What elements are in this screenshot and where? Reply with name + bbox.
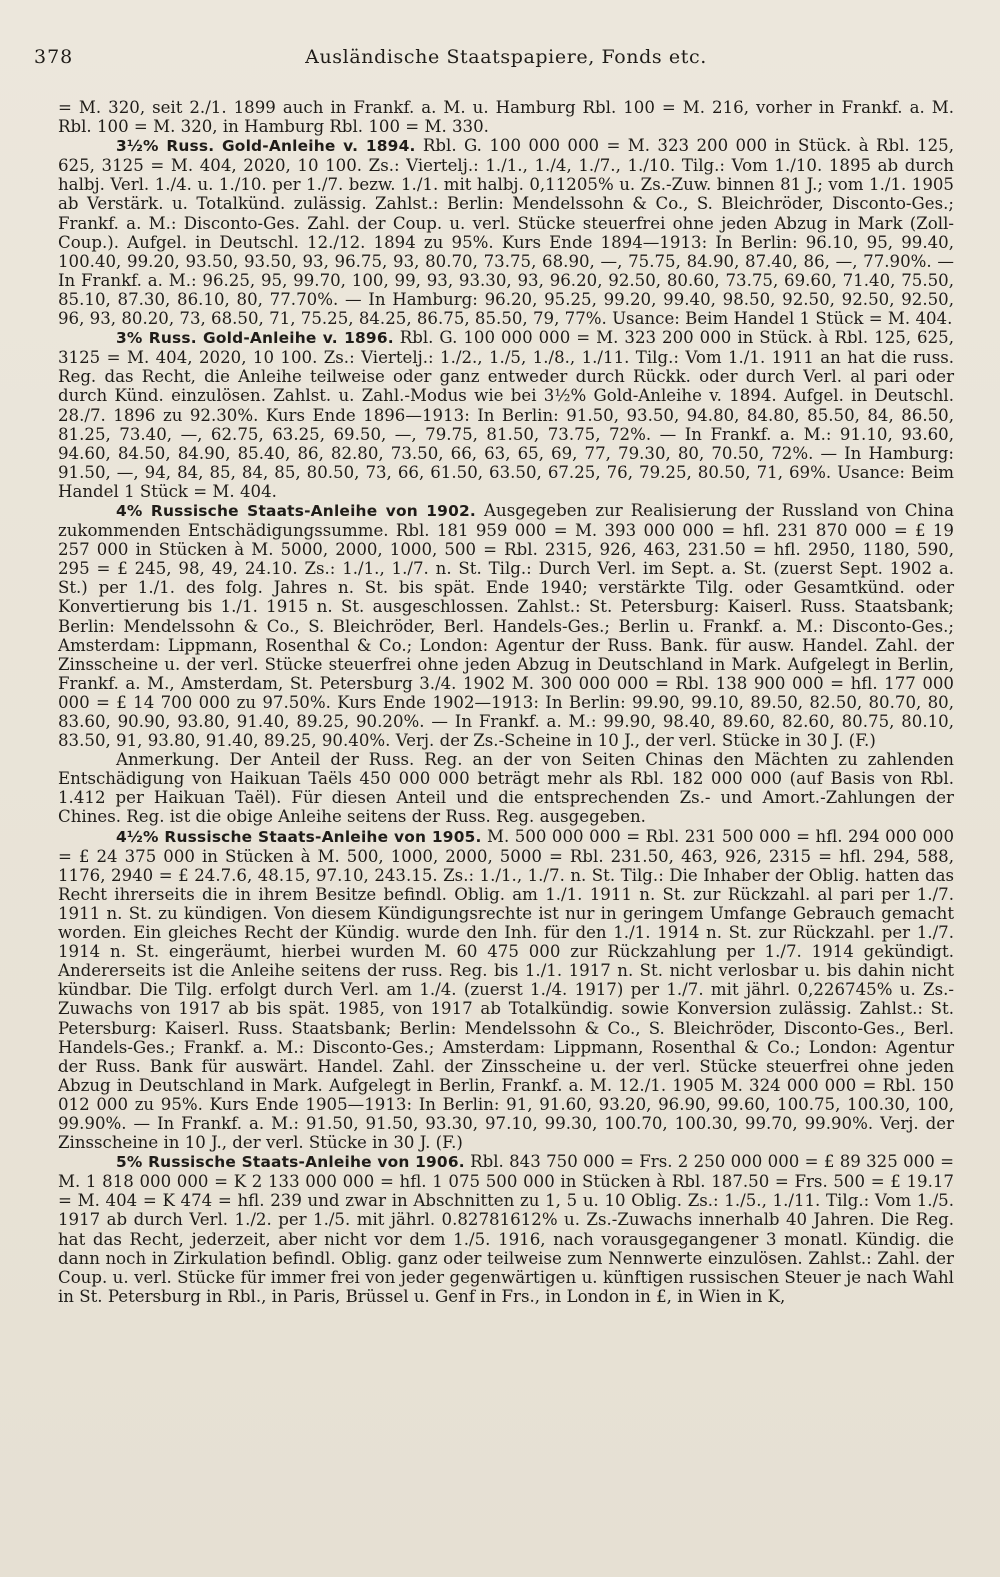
page-number: 378 bbox=[34, 46, 74, 68]
entry-heading: 3½% Russ. Gold-Anleihe v. 1894. bbox=[116, 137, 416, 156]
entry-state-loan-1902 bbox=[58, 501, 954, 750]
entry-heading: 3% Russ. Gold-Anleihe v. 1896. bbox=[116, 329, 394, 348]
entry-text: Rbl. G. 100 000 000 = M. 323 200 000 in Stück. à Rbl. 125, 625, 3125 = M. 404, 2020, 10 100. Zs.: Viertelj.: 1./1., 1./4, 1./7., 1./10. Tilg.: Vom 1./10. 1895 ab durch halbj. Verl. 1./4. u. 1./10. per 1./7. bezw. 1./1. mit halbj. 0,11205% u. Zs.-Zuw. binnen 81 J.; vom 1./1. 1905 ab Verstärk. u. Totalkünd. zulässig. Zahlst.: Berlin: Mendelssohn & Co., S. Bleichröder, Disconto-Ges.; Frankf. a. M.: Disconto-Ges. Zahl. der Coup. u. verl. Stücke steuerfrei ohne jeden Abzug in Mark (Zoll-Coup.). Aufgel. in Deutschl. 12./12. 1894 zu 95%. Kurs Ende 1894—1913: In Berlin: 96.10, 95, 99.40, 100.40, 99.20, 93.50, 93.50, 93, 96.75, 93, 80.70, 73.75, 68.90, —, 75.75, 84.90, 87.40, 86, —, 77.90%. — In Frankf. a. M.: 96.25, 95, 99.70, 100, 99, 93, 93.30, 93, 96.20, 92.50, 80.60, 73.75, 69.60, 71.40, 75.50, 85.10, 87.30, 86.10, 80, 77.70%. — In Hamburg: 96.20, 95.25, 99.20, 99.40, 98.50, 92.50, 92.50, 92.50, 96, 93, 80.20, 73, 68.50, 71, 75.25, 84.25, 86.75, 85.50, 79, 77%. Usance: Beim Handel 1 Stück = M. 404. bbox=[58, 136, 954, 329]
entry-text: Rbl. 843 750 000 = Frs. 2 250 000 000 = £ 89 325 000 = M. 1 818 000 000 = K 2 133 000 000 = hfl. 1 075 500 000 in Stücken à Rbl. 187.50 = Frs. 500 = £ 19.17 = M. 404 = K 474 = hfl. 239 und zwar in Abschnitten zu 1, 5 u. 10 Oblig. Zs.: 1./5., 1./11. Tilg.: Vom 1./5. 1917 ab durch Verl. 1./2. per 1./5. mit jährl. 0.82781612% u. Zs.-Zuwachs innerhalb 40 Jahren. Die Reg. hat das Recht, jederzeit, aber nicht vor dem 1./5. 1916, nach vorausgegangener 3 monatl. Kündig. die dann noch in Zirkulation befindl. Oblig. ganz oder teilweise zum Nennwerte einzulösen. Zahlst.: Zahl. der Coup. u. verl. Stücke für immer frei von jeder gegenwärtigen u. künftigen russischen Steuer je nach Wahl in St. Petersburg in Rbl., in Paris, Brüssel u. Genf in Frs., in London in £, in Wien in K, bbox=[58, 1152, 954, 1306]
entry-heading: 4% Russische Staats-Anleihe von 1902. bbox=[116, 501, 476, 520]
body-text bbox=[58, 98, 954, 1306]
page-header bbox=[34, 40, 954, 70]
paragraph-continuation bbox=[58, 98, 954, 136]
note-text: Anmerkung. Der Anteil der Russ. Reg. an der von Seiten Chinas den Mächten zu zahlenden Entschädigung von Haikuan Taëls 450 000 000 beträgt mehr als Rbl. 182 000 000 (auf Basis von Rbl. 1.412 per Haikuan Taël). Für diesen Anteil und die entsprechenden Zs.- und Amort.-Zahlungen der Chines. Reg. ist die obige Anleihe seitens der Russ. Reg. ausgegeben. bbox=[58, 750, 954, 827]
entry-text: M. 500 000 000 = Rbl. 231 500 000 = hfl. 294 000 000 = £ 24 375 000 in Stücken à M. 500, 1000, 2000, 5000 = Rbl. 231.50, 463, 926, 2315 = hfl. 294, 588, 1176, 2940 = £ 24.7.6, 48.15, 97.10, 243.15. Zs.: 1./1., 1./7. n. St. Tilg.: Die Inhaber der Oblig. hatten das Recht ihrerseits die in ihrem Besitze befindl. Oblig. am 1./1. 1911 n. St. zur Rückzahl. al pari per 1./7. 1911 n. St. zu kündigen. Von diesem Kündigungsrechte ist nur in geringem Umfange Gebrauch gemacht worden. Ein gleiches Recht der Kündig. wurde den Inh. für den 1./1. 1914 n. St. zur Rückzahl. per 1./7. 1914 n. St. eingeräumt, hierbei wurden M. 60 475 000 zur Rückzahlung per 1./7. 1914 gekündigt. Andererseits ist die Anleihe seitens der russ. Reg. bis 1./1. 1917 n. St. nicht verlosbar u. bis dahin nicht kündbar. Die Tilg. erfolgt durch Verl. am 1./4. (zuerst 1./4. 1917) per 1./7. mit jährl. 0,226745% u. Zs.-Zuwachs von 1917 ab bis spät. 1985, von 1917 ab Totalkündig. sowie Konversion zulässig. Zahlst.: St. Petersburg: Kaiserl. Russ. Staatsbank; Berlin: Mendelssohn & Co., S. Bleichröder, Disconto-Ges., Berl. Handels-Ges.; Frankf. a. M.: Disconto-Ges.; Amsterdam: Lippmann, Rosenthal & Co.; London: Agentur der Russ. Bank für auswärt. Handel. Zahl. der Zinsscheine u. der verl. Stücke steuerfrei ohne jeden Abzug in Deutschland in Mark. Aufgelegt in Berlin, Frankf. a. M. 12./1. 1905 M. 324 000 000 = Rbl. 150 012 000 zu 95%. Kurs Ende 1905—1913: In Berlin: 91, 91.60, 93.20, 96.90, 99.60, 100.75, 100.30, 100, 99.90%. — In Frankf. a. M.: 91.50, 91.50, 93.30, 97.10, 99.30, 100.70, 100.30, 99.70, 99.90%. Verj. der Zinsscheine in 10 J., der verl. Stücke in 30 J. (F.) bbox=[58, 826, 954, 1153]
entry-gold-loan-1894 bbox=[58, 136, 954, 328]
entry-heading: 5% Russische Staats-Anleihe von 1906. bbox=[116, 1153, 465, 1172]
entry-state-loan-1905 bbox=[58, 827, 954, 1153]
entry-state-loan-1906 bbox=[58, 1152, 954, 1306]
entry-text: Rbl. G. 100 000 000 = M. 323 200 000 in Stück. à Rbl. 125, 625, 3125 = M. 404, 2020, 10 100. Zs.: Viertelj.: 1./2., 1./5, 1./8., 1./11. Tilg.: Vom 1./1. 1911 an hat die russ. Reg. das Recht, die Anleihe teilweise oder ganz entweder durch Rückk. oder durch Verl. al pari oder durch Künd. einzulösen. Zahlst. u. Zahl.-Modus wie bei 3½% Gold-Anleihe v. 1894. Aufgel. in Deutschl. 28./7. 1896 zu 92.30%. Kurs Ende 1896—1913: In Berlin: 91.50, 93.50, 94.80, 84.80, 85.50, 84, 86.50, 81.25, 73.40, —, 62.75, 63.25, 69.50, —, 79.75, 81.50, 73.75, 72%. — In Frankf. a. M.: 91.10, 93.60, 94.60, 84.50, 84.90, 85.40, 86, 82.80, 73.50, 66, 63, 65, 69, 77, 79.30, 80, 70.50, 72%. — In Hamburg: 91.50, —, 94, 84, 85, 84, 85, 80.50, 73, 66, 61.50, 63.50, 67.25, 76, 79.25, 80.50, 71, 69%. Usance: Beim Handel 1 Stück = M. 404. bbox=[58, 328, 955, 501]
note-paragraph bbox=[58, 750, 954, 826]
paragraph-text: = M. 320, seit 2./1. 1899 auch in Frankf. a. M. u. Hamburg Rbl. 100 = M. 216, vorher in Frankf. a. M. Rbl. 100 = M. 320, in Hamburg Rbl. 100 = M. 330. bbox=[58, 98, 954, 137]
entry-gold-loan-1896 bbox=[58, 328, 954, 501]
entry-text: Ausgegeben zur Realisierung der Russland von China zukommenden Entschädigungssumme. Rbl. 181 959 000 = M. 393 000 000 = hfl. 231 870 000 = £ 19 257 000 in Stücken à M. 5000, 2000, 1000, 500 = Rbl. 2315, 926, 463, 231.50 = hfl. 2950, 1180, 590, 295 = £ 245, 98, 49, 24.10. Zs.: 1./1., 1./7. n. St. Tilg.: Durch Verl. im Sept. a. St. (zuerst Sept. 1902 a. St.) per 1./1. des folg. Jahres n. St. bis spät. Ende 1940; verstärkte Tilg. oder Gesamtkünd. oder Konvertierung bis 1./1. 1915 n. St. ausgeschlossen. Zahlst.: St. Petersburg: Kaiserl. Russ. Staatsbank; Berlin: Mendelssohn & Co., S. Bleichröder, Berl. Handels-Ges.; Berlin u. Frankf. a. M.: Disconto-Ges.; Amsterdam: Lippmann, Rosenthal & Co.; London: Agentur der Russ. Bank. für ausw. Handel. Zahl. der Zinsscheine u. der verl. Stücke steuerfrei ohne jeden Abzug in Deutschland in Mark. Aufgelegt in Berlin, Frankf. a. M., Amsterdam, St. Petersburg 3./4. 1902 M. 300 000 000 = Rbl. 138 900 000 = hfl. 177 000 000 = £ 14 700 000 zu 97.50%. Kurs Ende 1902—1913: In Berlin: 99.90, 99.10, 89.50, 82.50, 80.70, 80, 83.60, 90.90, 93.80, 91.40, 89.25, 90.20%. — In Frankf. a. M.: 99.90, 98.40, 89.60, 82.60, 80.75, 80.10, 83.50, 91, 93.80, 91.40, 89.25, 90.40%. Verj. der Zs.-Scheine in 10 J., der verl. Stücke in 30 J. (F.) bbox=[58, 500, 954, 751]
running-head: Ausländische Staatspapiere, Fonds etc. bbox=[305, 46, 707, 68]
entry-heading: 4½% Russische Staats-Anleihe von 1905. bbox=[116, 827, 482, 846]
